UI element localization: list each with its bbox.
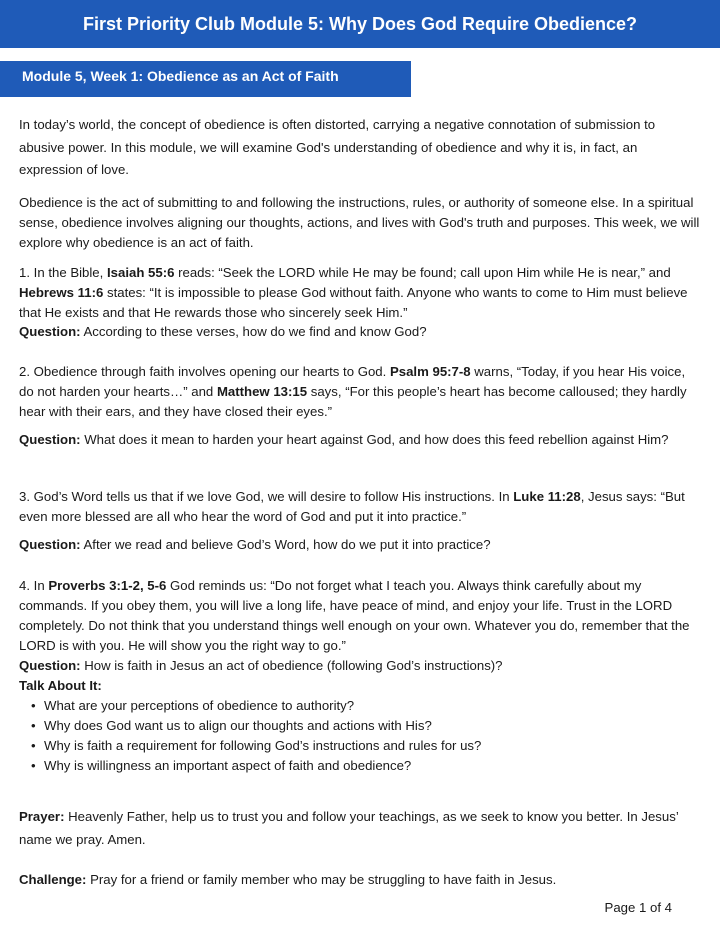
question-3-text: After we read and believe God’s Word, how do we put it into practice? xyxy=(80,537,491,552)
point-2-text-b: warns, “Today, if you hear His voice, do not harden your hearts…” and xyxy=(19,364,686,399)
question-2-text: What does it mean to harden your heart against God, and how does this feed rebellion against Him? xyxy=(80,432,669,447)
point-2-ref-a: Psalm 95:7-8 xyxy=(389,364,471,379)
question-4 xyxy=(19,656,703,676)
point-2 xyxy=(19,362,703,422)
question-2-label: Question: xyxy=(19,432,81,447)
point-1-ref-b: Hebrews 11:6 xyxy=(19,285,104,300)
point-3-text-b: , Jesus says: “But even more blessed are all who hear the word of God and put it into practice.” xyxy=(19,489,685,524)
page-title: First Priority Club Module 5: Why Does God Require Obedience? xyxy=(82,14,638,34)
point-2-text-a: 2. Obedience through faith involves opening our hearts to God. xyxy=(19,364,390,379)
question-1-text: According to these verses, how do we find and know God? xyxy=(80,324,427,339)
question-4-label: Question: xyxy=(19,658,81,673)
question-1-label: Question: xyxy=(19,324,81,339)
point-1-text-a: 1. In the Bible, xyxy=(19,265,107,280)
challenge xyxy=(19,870,703,890)
definition-paragraph: Obedience is the act of submitting to and following the instructions, rules, or authority of someone else. In a spiritual sense, obedience involves aligning our thoughts, actions, and lives with God's truth and purposes. This week, we will explore why obedience is an act of faith. xyxy=(19,195,700,250)
question-2 xyxy=(19,430,703,450)
point-1 xyxy=(19,263,703,323)
point-4-text-a: 4. In xyxy=(19,578,49,593)
question-4-text: How is faith in Jesus an act of obedience (following God’s instructions)? xyxy=(80,658,503,673)
header-bar xyxy=(0,0,720,48)
list-item: • Why is faith a requirement for following God’s instructions and rules for us? xyxy=(31,736,481,756)
section-title: Module 5, Week 1: Obedience as an Act of Faith xyxy=(22,68,339,84)
question-3-label: Question: xyxy=(19,537,81,552)
intro-paragraph: In today’s world, the concept of obedience is often distorted, carrying a negative connotation of submission to abusive power. In this module, we will examine God's understanding of obedience and why it is, in fact, an expression of love. xyxy=(19,117,656,177)
challenge-label: Challenge: xyxy=(19,872,87,887)
point-4 xyxy=(19,576,703,656)
point-3-text-a: 3. God’s Word tells us that if we love God, we will desire to follow His instructions. In xyxy=(19,489,514,504)
page-number: Page 1 of 4 xyxy=(604,900,672,915)
discussion-list xyxy=(31,696,481,776)
point-2-text-c: says, “For this people’s heart has become calloused; they hardly hear with their ears, and they have closed their eyes.” xyxy=(19,384,687,419)
prayer-text: Heavenly Father, help us to trust you and follow your teachings, as we seek to know you better. In Jesus’ name we pray. Amen. xyxy=(19,809,679,847)
point-4-text-b: God reminds us: “Do not forget what I teach you. Always think carefully about my commands. If you obey them, you will live a long life, have peace of mind, and enjoy your life. Trust in the LORD completely. Do not think that you understand things well enough on your own. Whatever you do, remember that the LORD is with you. He will show you the right way to go.” xyxy=(19,578,690,653)
prayer xyxy=(19,806,703,851)
list-item: • Why is willingness an important aspect of faith and obedience? xyxy=(31,756,481,776)
point-4-ref-a: Proverbs 3:1-2, 5-6 xyxy=(48,578,167,593)
point-3 xyxy=(19,487,703,527)
point-1-text-c: states: “It is impossible to please God without faith. Anyone who wants to come to Him must believe that He exists and that He rewards those who sincerely seek Him.” xyxy=(19,285,688,320)
talk-about-it-heading: Talk About It: xyxy=(19,678,102,693)
point-2-ref-b: Matthew 13:15 xyxy=(216,384,308,399)
question-1 xyxy=(19,322,703,342)
challenge-text: Pray for a friend or family member who may be struggling to have faith in Jesus. xyxy=(86,872,557,887)
point-3-ref-a: Luke 11:28 xyxy=(513,489,581,504)
question-3 xyxy=(19,535,703,555)
prayer-label: Prayer: xyxy=(19,809,65,824)
section-heading-bar xyxy=(0,61,411,97)
point-1-text-b: reads: “Seek the LORD while He may be found; call upon Him while He is near,” and xyxy=(174,265,671,280)
list-item: • What are your perceptions of obedience to authority? xyxy=(31,696,481,716)
list-item: • Why does God want us to align our thoughts and actions with His? xyxy=(31,716,481,736)
point-1-ref-a: Isaiah 55:6 xyxy=(106,265,175,280)
